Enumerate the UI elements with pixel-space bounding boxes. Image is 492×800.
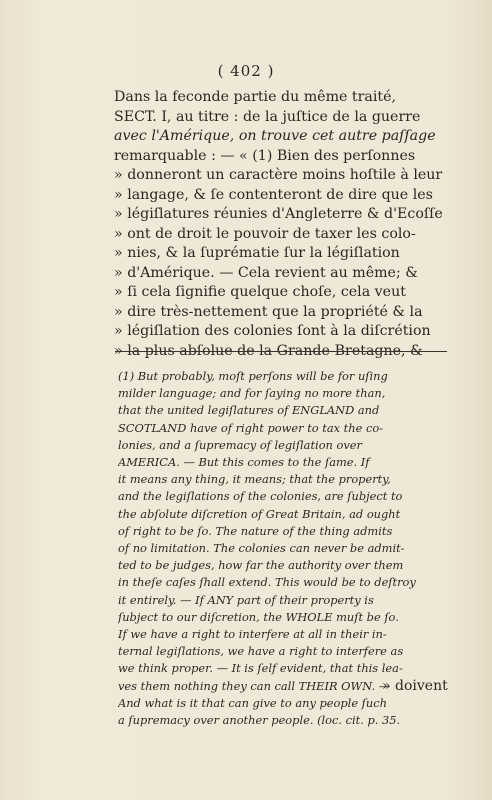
- main-line: » dire très-nettement que la propriété & la: [114, 303, 423, 320]
- footnote-line: ted to be judges, how far the authority over them: [118, 558, 404, 573]
- footnote-line: ves them nothing they can call THEIR OWN. —: [118, 678, 391, 693]
- footnote-line: And what is it that can give to any people ſuch: [118, 695, 387, 710]
- footnote-divider: [115, 351, 447, 352]
- main-line: » nies, & la ſuprématie ſur la légiſlation: [114, 245, 400, 261]
- footnote-line: it means any thing, it means; that the property,: [118, 472, 391, 487]
- main-line: » donneront un caractère moins hoſtile à leur: [114, 167, 443, 183]
- footnote-line: we think proper. — It is ſelf evident, that this lea-: [118, 661, 403, 676]
- footnote-line: the abſolute diſcretion of Great Britain, ad ought: [118, 506, 401, 521]
- footnote-line: ſubject to our diſcretion, the WHOLE muſt be ſo.: [118, 609, 399, 624]
- main-line: » langage, & ſe contenteront de dire que les: [114, 186, 433, 203]
- main-line: remarquable : — « (1) Bien des perſonnes: [114, 147, 416, 164]
- main-line: » la plus abſolue de la Grande-Bretagne, &: [114, 342, 423, 359]
- footnote-line: of right to be ſo. The nature of the thing admits: [118, 523, 393, 538]
- main-line: avec l'Amérique, on trouve cet autre paſſage: [114, 128, 436, 144]
- footnote-line: lonies, and a ſupremacy of legiſlation over: [118, 437, 362, 452]
- footnote-line: SCOTLAND have of right power to tax the co-: [118, 420, 384, 435]
- footnote-line: If we have a right to interfere at all in their in-: [118, 627, 387, 642]
- main-line: » ont de droit le pouvoir de taxer les colo-: [114, 225, 416, 242]
- page-number: ( 402 ): [217, 62, 275, 80]
- footnote-line: it entirely. — If ANY part of their property is: [118, 592, 374, 607]
- footnote-line: and the legiſlations of the colonies, are ſubject to: [118, 489, 403, 504]
- main-line: » ſi cela ſignifie quelque choſe, cela veut: [114, 284, 406, 300]
- main-line: » légiſlatures réunies d'Angleterre & d'Ecoſſe: [114, 206, 443, 222]
- footnote-line: milder language; and for ſaying no more than,: [118, 386, 386, 401]
- footnote-line: ternal legiſlations, we have a right to interfere as: [118, 644, 404, 659]
- main-line: » légiſlation des colonies ſont à la diſcrétion: [114, 323, 431, 339]
- main-line: » d'Amérique. — Cela revient au même; &: [114, 264, 418, 281]
- footnote-line: (1) But probably, moſt perſons will be for uſing: [118, 369, 388, 383]
- main-line: Dans la feconde partie du même traité,: [114, 89, 397, 105]
- footnote-line: of no limitation. The colonies can never be admit-: [118, 541, 405, 556]
- footnote-line: a ſupremacy over another people. (loc. cit. p. 35.: [118, 713, 401, 728]
- footnote-text: [118, 368, 458, 729]
- catchword: » doivent: [382, 678, 448, 694]
- main-text: [114, 88, 450, 361]
- footnote-line: in theſe caſes ſhall extend. This would be to deſtroy: [118, 575, 416, 590]
- footnote-line: that the united legiſlatures of ENGLAND and: [118, 403, 380, 418]
- main-line: SECT. I, au titre : de la juſtice de la guerre: [114, 108, 421, 125]
- footnote-line: AMERICA. — But this comes to the ſame. If: [118, 455, 370, 470]
